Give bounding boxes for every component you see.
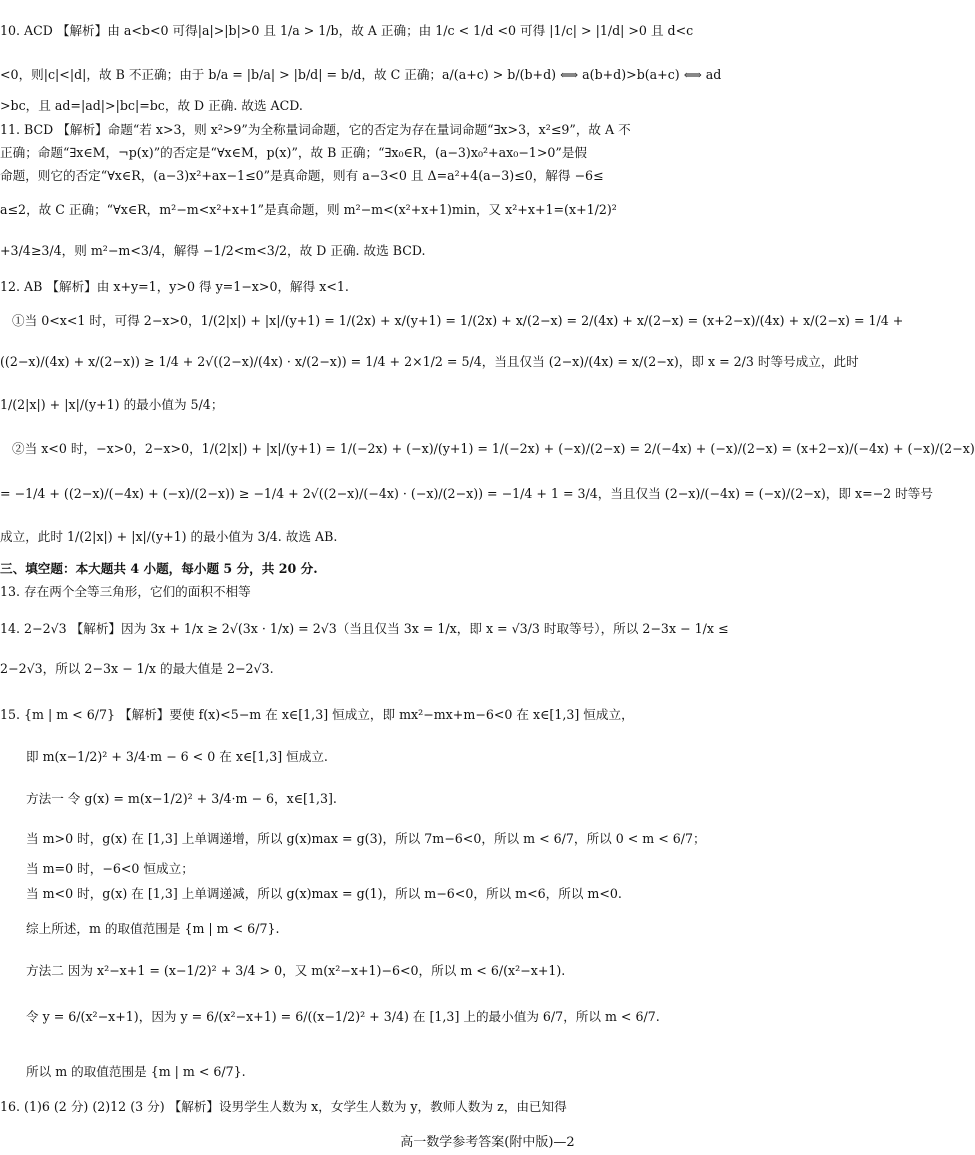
- text-line: <0，则|c|<|d|，故 B 不正确；由于 b/a = |b/a| > |b/d| = b/d，故 C 正确；a/(a+c) > b/(b+d) ⟺ a(b+d)>b(a+c) ⟺ ad: [0, 67, 722, 82]
- text-line: ①当 0<x<1 时，可得 2−x>0，1/(2|x|) + |x|/(y+1) = 1/(2x) + x/(y+1) = 1/(2x) + x/(2−x) = 2/(4x) + x/(2−x) = (x+2−x)/(4x) + x/(2−x) = 1/4 +: [12, 313, 904, 328]
- text-line: 令 y = 6/(x²−x+1)，因为 y = 6/(x²−x+1) = 6/((x−1/2)² + 3/4) 在 [1,3] 上的最小值为 6/7，所以 m < 6/7.: [26, 1009, 660, 1024]
- text-line: +3/4≥3/4，则 m²−m<3/4，解得 −1/2<m<3/2，故 D 正确. 故选 BCD.: [0, 243, 426, 258]
- text-line: = −1/4 + ((2−x)/(−4x) + (−x)/(2−x)) ≥ −1/4 + 2√((2−x)/(−4x) · (−x)/(2−x)) = −1/4 + 1 = 3/4，当且仅当 (2−x)/(−4x) = (−x)/(2−x)，即 x=−2 时等号: [0, 486, 933, 501]
- text-line: ②当 x<0 时，−x>0，2−x>0，1/(2|x|) + |x|/(y+1) = 1/(−2x) + (−x)/(y+1) = 1/(−2x) + (−x)/(2−x) = 2/(−4x) + (−x)/(2−x) = (x+2−x)/(−4x) + (−x)/(2−x): [12, 441, 975, 456]
- text-line: 当 m>0 时，g(x) 在 [1,3] 上单调递增，所以 g(x)max = g(3)，所以 7m−6<0，所以 m < 6/7，所以 0 < m < 6/7；: [26, 831, 706, 846]
- text-line: 当 m=0 时，−6<0 恒成立；: [26, 861, 194, 876]
- section-heading: 三、填空题：本大题共 4 小题，每小题 5 分，共 20 分.: [0, 561, 318, 576]
- text-line: 11. BCD 【解析】命题“若 x>3，则 x²>9”为全称量词命题，它的否定为存在量词命题“∃x>3，x²≤9”，故 A 不: [0, 122, 631, 137]
- text-line: ((2−x)/(4x) + x/(2−x)) ≥ 1/4 + 2√((2−x)/(4x) · x/(2−x)) = 1/4 + 2×1/2 = 5/4，当且仅当 (2−x)/(4x) = x/(2−x)，即 x = 2/3 时等号成立，此时: [0, 354, 859, 369]
- text-line: 方法一 令 g(x) = m(x−1/2)² + 3/4·m − 6，x∈[1,3].: [26, 791, 337, 806]
- text-line: 综上所述，m 的取值范围是 {m | m < 6/7}.: [26, 921, 280, 936]
- text-line: 即 m(x−1/2)² + 3/4·m − 6 < 0 在 x∈[1,3] 恒成立.: [26, 749, 328, 764]
- text-line: 10. ACD 【解析】由 a<b<0 可得|a|>|b|>0 且 1/a > 1/b，故 A 正确；由 1/c < 1/d <0 可得 |1/c| > |1/d| >0 且 d<c: [0, 23, 694, 38]
- text-line: 正确；命题“∃x∈M，¬p(x)”的否定是“∀x∈M，p(x)”，故 B 正确；“∃x₀∈R，(a−3)x₀²+ax₀−1>0”是假: [0, 145, 588, 160]
- text-line: >bc，且 ad=|ad|>|bc|=bc，故 D 正确. 故选 ACD.: [0, 98, 303, 113]
- text-line: 成立，此时 1/(2|x|) + |x|/(y+1) 的最小值为 3/4. 故选 AB.: [0, 529, 338, 544]
- text-line: 命题，则它的否定“∀x∈R，(a−3)x²+ax−1≤0”是真命题，则有 a−3<0 且 Δ=a²+4(a−3)≤0，解得 −6≤: [0, 168, 604, 183]
- text-line: 13. 存在两个全等三角形，它们的面积不相等: [0, 584, 251, 599]
- text-line: 方法二 因为 x²−x+1 = (x−1/2)² + 3/4 > 0，又 m(x²−x+1)−6<0，所以 m < 6/(x²−x+1).: [26, 963, 566, 978]
- text-line: 12. AB 【解析】由 x+y=1，y>0 得 y=1−x>0，解得 x<1.: [0, 279, 349, 294]
- text-line: a≤2，故 C 正确；“∀x∈R，m²−m<x²+x+1”是真命题，则 m²−m<(x²+x+1)min，又 x²+x+1=(x+1/2)²: [0, 202, 617, 217]
- text-line: 1/(2|x|) + |x|/(y+1) 的最小值为 5/4；: [0, 397, 224, 412]
- text-line: 所以 m 的取值范围是 {m | m < 6/7}.: [26, 1064, 246, 1079]
- text-line: 2−2√3，所以 2−3x − 1/x 的最大值是 2−2√3.: [0, 661, 274, 676]
- text-line: 当 m<0 时，g(x) 在 [1,3] 上单调递减，所以 g(x)max = g(1)，所以 m−6<0，所以 m<6，所以 m<0.: [26, 886, 622, 901]
- text-line: 15. {m | m < 6/7} 【解析】要使 f(x)<5−m 在 x∈[1,3] 恒成立，即 mx²−mx+m−6<0 在 x∈[1,3] 恒成立，: [0, 707, 634, 722]
- page-footer: 高一数学参考答案(附中版)—2: [400, 1135, 575, 1150]
- text-line: 14. 2−2√3 【解析】因为 3x + 1/x ≥ 2√(3x · 1/x) = 2√3（当且仅当 3x = 1/x，即 x = √3/3 时取等号），所以 2−3x − 1/x ≤: [0, 621, 729, 636]
- text-line: 16. (1)6 (2 分) (2)12 (3 分) 【解析】设男学生人数为 x，女学生人数为 y，教师人数为 z，由已知得: [0, 1099, 567, 1114]
